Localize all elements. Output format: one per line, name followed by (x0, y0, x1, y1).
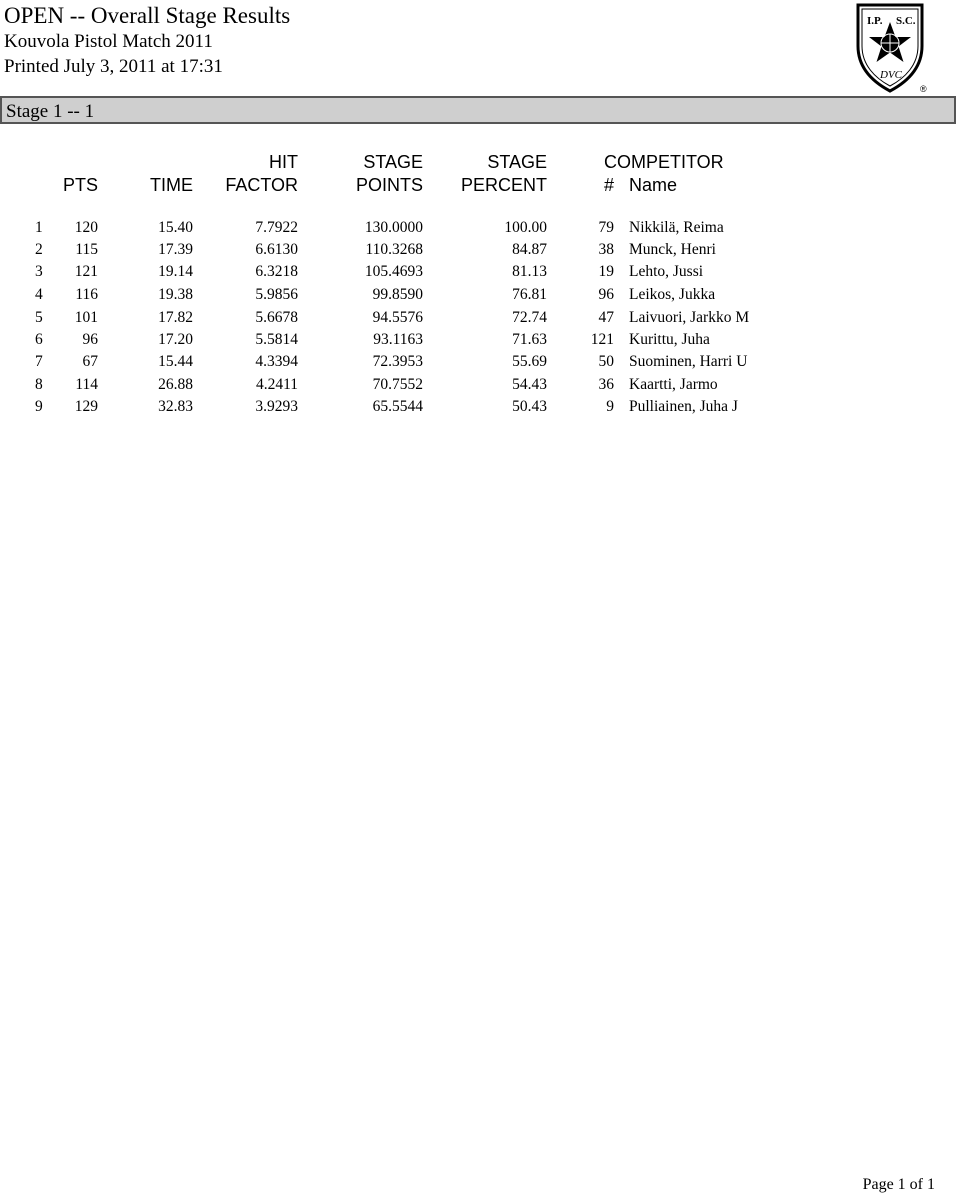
row-stage-percent: 71.63 (512, 331, 547, 348)
col-header-stage-percent-top: STAGE (487, 152, 547, 172)
row-time: 17.20 (158, 331, 193, 348)
row-place: 9 (35, 398, 43, 415)
row-hit-factor: 4.2411 (255, 376, 298, 393)
row-stage-points: 130.0000 (364, 219, 423, 236)
row-time: 19.38 (158, 286, 193, 303)
row-competitor-number: 38 (598, 241, 614, 258)
row-time: 15.40 (158, 219, 193, 236)
row-time: 17.39 (158, 241, 193, 258)
ipsc-shield-star-logo (852, 2, 932, 94)
row-competitor-number: 96 (598, 286, 614, 303)
row-stage-points: 99.8590 (372, 286, 423, 303)
row-competitor-name: Kurittu, Juha (629, 331, 710, 348)
row-time: 17.82 (158, 309, 193, 326)
row-competitor-number: 79 (598, 219, 614, 236)
row-competitor-number: 19 (598, 263, 614, 280)
row-pts: 120 (74, 219, 98, 236)
row-place: 3 (35, 263, 43, 280)
row-place: 5 (35, 309, 43, 326)
col-header-time: TIME (150, 175, 193, 195)
row-place: 8 (35, 376, 43, 393)
row-competitor-number: 50 (598, 353, 614, 370)
page-title: OPEN -- Overall Stage Results (4, 3, 291, 28)
row-competitor-name: Pulliainen, Juha J (629, 398, 738, 415)
row-hit-factor: 5.5814 (255, 331, 298, 348)
col-header-stage-points: POINTS (355, 175, 423, 195)
row-place: 1 (35, 219, 43, 236)
row-hit-factor: 4.3394 (255, 353, 298, 370)
row-stage-percent: 84.87 (512, 241, 547, 258)
row-hit-factor: 5.6678 (255, 309, 298, 326)
row-hit-factor: 6.3218 (255, 263, 298, 280)
row-stage-percent: 55.69 (512, 353, 547, 370)
row-competitor-name: Leikos, Jukka (629, 286, 716, 303)
row-stage-points: 65.5544 (372, 398, 423, 415)
row-competitor-name: Laivuori, Jarkko M (629, 309, 750, 326)
logo-motto: DVC (880, 69, 902, 81)
row-stage-points: 72.3953 (372, 353, 423, 370)
col-header-competitor: COMPETITOR (604, 152, 724, 172)
row-pts: 121 (74, 263, 98, 280)
row-time: 32.83 (158, 398, 193, 415)
row-place: 6 (35, 331, 43, 348)
row-time: 26.88 (158, 376, 193, 393)
row-stage-percent: 72.74 (512, 309, 547, 326)
row-pts: 116 (75, 286, 98, 303)
row-competitor-number: 121 (590, 331, 614, 348)
row-stage-percent: 54.43 (512, 376, 547, 393)
row-place: 2 (35, 241, 43, 258)
row-time: 19.14 (158, 263, 193, 280)
row-hit-factor: 3.9293 (255, 398, 298, 415)
row-competitor-name: Kaartti, Jarmo (629, 376, 718, 393)
row-competitor-number: 47 (598, 309, 614, 326)
row-pts: 96 (82, 331, 98, 348)
row-competitor-number: 9 (606, 398, 614, 415)
page-number: Page 1 of 1 (862, 1176, 935, 1193)
row-stage-percent: 81.13 (512, 263, 547, 280)
row-stage-points: 70.7552 (372, 376, 423, 393)
col-header-name: Name (629, 175, 678, 195)
match-name: Kouvola Pistol Match 2011 (4, 31, 213, 52)
printed-date: Printed July 3, 2011 at 17:31 (4, 56, 223, 77)
col-header-stage-points-top: STAGE (363, 152, 423, 172)
row-stage-percent: 100.00 (504, 219, 547, 236)
row-stage-points: 105.4693 (364, 263, 423, 280)
logo-text-left: I.P. (867, 15, 883, 27)
row-stage-percent: 76.81 (512, 286, 547, 303)
registered-mark: ® (920, 84, 927, 94)
row-stage-points: 110.3268 (365, 241, 423, 258)
row-pts: 114 (75, 376, 98, 393)
row-hit-factor: 6.6130 (255, 241, 298, 258)
row-place: 4 (35, 286, 43, 303)
row-pts: 115 (75, 241, 98, 258)
col-header-hit-top: HIT (269, 152, 298, 172)
row-hit-factor: 7.7922 (255, 219, 298, 236)
col-header-hit-factor: FACTOR (225, 175, 298, 195)
row-competitor-number: 36 (598, 376, 614, 393)
col-header-number: # (603, 175, 614, 195)
col-header-stage-percent: PERCENT (460, 175, 547, 195)
stage-label: Stage 1 -- 1 (6, 101, 95, 122)
row-competitor-name: Suominen, Harri U (629, 353, 748, 370)
row-place: 7 (35, 353, 43, 370)
row-pts: 129 (74, 398, 98, 415)
col-header-pts: PTS (62, 175, 98, 195)
row-competitor-name: Munck, Henri (629, 241, 716, 258)
row-pts: 67 (82, 353, 98, 370)
stage-header-bar (0, 96, 956, 124)
row-stage-percent: 50.43 (512, 398, 547, 415)
row-hit-factor: 5.9856 (255, 286, 298, 303)
logo-text-right: S.C. (896, 15, 916, 27)
row-time: 15.44 (158, 353, 193, 370)
row-stage-points: 93.1163 (373, 331, 423, 348)
row-stage-points: 94.5576 (372, 309, 423, 326)
row-competitor-name: Nikkilä, Reima (629, 219, 724, 236)
row-pts: 101 (74, 309, 98, 326)
row-competitor-name: Lehto, Jussi (629, 263, 704, 280)
